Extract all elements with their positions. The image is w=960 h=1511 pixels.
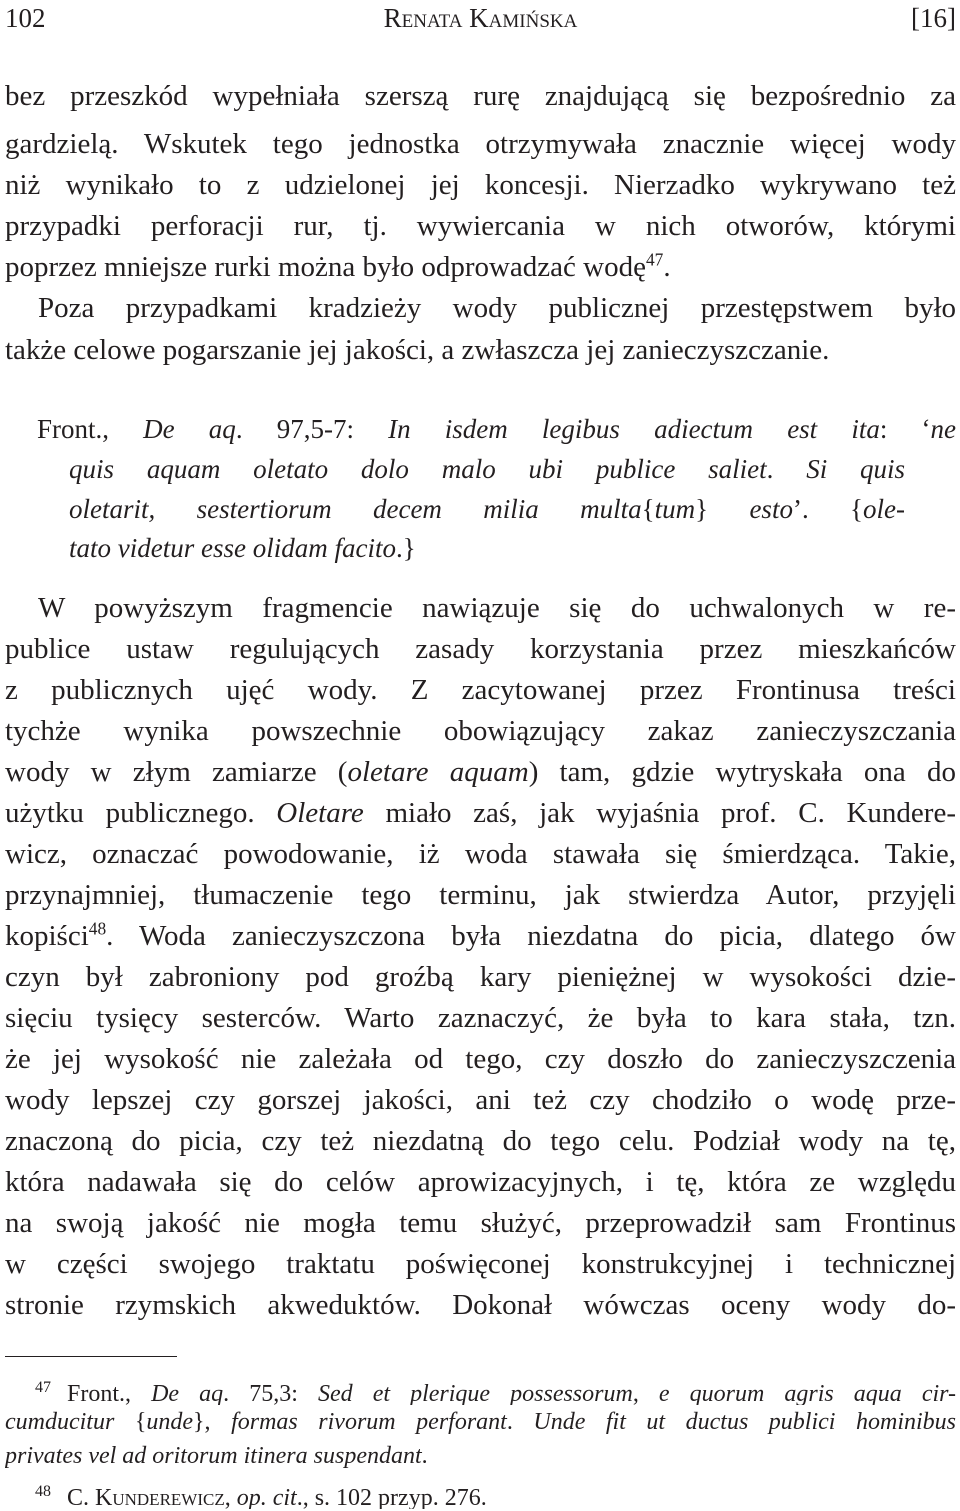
text-span: użytku publicznego. (5, 797, 277, 829)
body-line: stronie rzymskich akweduktów. Dokonał wówczas oceny wody do- (5, 1289, 956, 1321)
body-line: przypadki perforacji rur, tj. wywiercania w nich otworów, którymi (5, 210, 956, 242)
footnote-ref-48: 48 (88, 918, 107, 939)
footnote-47 (5, 1371, 956, 1405)
text-span: privates vel ad oritorum itinera suspendant (5, 1443, 422, 1469)
text-span: ., s. 102 przyp. 276. (296, 1485, 487, 1509)
body-line: niż wynikało to z udzielonej jej koncesji. Nierzadko wykrywano też (5, 169, 956, 201)
text-span: C. (67, 1485, 96, 1509)
text-span: . (766, 454, 807, 484)
text-span: , (224, 1485, 237, 1509)
text-span: cumducitur (5, 1409, 115, 1435)
body-line: sięciu tysięcy sesterców. Warto zaznaczyć, że była to kara stała, tzn. (5, 1002, 956, 1034)
text-span: .} (395, 533, 416, 563)
text-span: . (421, 1443, 428, 1469)
body-line: W powyższym fragmencie nawiązuje się do uchwalonych w re- (38, 592, 956, 624)
text-span: wody w złym zamiarze ( (5, 756, 348, 788)
section-number: [16] (911, 3, 956, 33)
text-span: tum (654, 494, 696, 524)
text-span: ) tam, gdzie wytryskała ona do (528, 756, 956, 788)
text-span: De aq (143, 414, 236, 444)
footnote-48 (5, 1475, 956, 1509)
text-span: oletarit, sestertiorum decem milia multa (69, 494, 642, 524)
author-surname: Kunderewicz (95, 1485, 225, 1509)
text-span: : ‘ (879, 414, 931, 444)
body-line: na swoją jakość nie mogła temu służyć, przeprowadził sam Frontinus (5, 1207, 956, 1239)
footnote-ref-47: 47 (645, 249, 664, 270)
body-line: znaczoną do picia, czy też niezdatną do tego celu. Podział wody na tę, (5, 1125, 956, 1157)
text-span: op. cit (236, 1485, 297, 1509)
text-span: quis aquam oletato dolo malo ubi publice saliet (69, 454, 767, 484)
body-line (5, 793, 956, 833)
text-span: , (125, 1381, 152, 1405)
text-span: e quorum agris aqua cir- (658, 1381, 956, 1405)
text-span: formas rivorum perforant (231, 1409, 507, 1435)
text-span: . (663, 251, 671, 283)
quote-line (69, 528, 905, 568)
text-span: ne (930, 414, 956, 444)
body-line: w części swojego traktatu poświęconej konstrukcyjnej i technicznej (5, 1248, 956, 1280)
text-span: Front. (67, 1381, 126, 1405)
text-span: unde (146, 1409, 194, 1435)
text-span: ole- (863, 494, 905, 524)
text-span: . Woda zanieczyszczona była niezdatna do picia, dlatego ów (106, 920, 956, 952)
body-line: przynajmniej, tłumaczenie tego terminu, jak stwierdza Autor, przyjęli (5, 879, 956, 911)
text-span: Oletare (276, 797, 364, 829)
body-line: publice ustaw regulujących zasady korzystania przez mieszkańców (5, 633, 956, 665)
text-span: kopiści (5, 920, 89, 952)
body-line (5, 916, 956, 956)
body-line: która nadawała się do celów aprowizacyjnych, i tę, która ze względu (5, 1166, 956, 1198)
text-span: { (114, 1409, 147, 1435)
text-span: Si quis (806, 454, 905, 484)
text-span: ’. { (792, 494, 864, 524)
text-span: Unde fit ut ductus publici hominibus (533, 1409, 956, 1435)
text-span: Sed et plerique possessorum (317, 1381, 633, 1405)
text-span: . 97,5-7: (235, 414, 389, 444)
body-line: także celowe pogarszanie jej jakości, a zwłaszcza jej zanieczyszczanie. (5, 334, 830, 366)
text-span: miało zaś, jak wyjaśnia prof. C. Kundere- (363, 797, 956, 829)
body-line: gardzielą. Wskutek tego jednostka otrzymywała znacznie więcej wody (5, 128, 956, 160)
body-line: z publicznych ujęć wody. Z zacytowanej przez Frontinusa treści (5, 674, 956, 706)
text-span: In isdem legibus adiectum est ita (388, 414, 880, 444)
text-span: tato videtur esse olidam facito (69, 533, 396, 563)
body-line: tychże wynika powszechnie obowiązujący zakaz zanieczyszczania (5, 715, 956, 747)
text-span: oletare aquam (347, 756, 529, 788)
body-line: wicz, oznaczać powodowanie, iż woda stawała się śmierdząca. Takie, (5, 838, 956, 870)
page-number: 102 (5, 3, 46, 33)
body-line (5, 247, 956, 287)
text-span: { (641, 494, 655, 524)
text-span: } (695, 494, 750, 524)
body-line (5, 752, 956, 792)
footnote-number: 48 (35, 1483, 51, 1500)
text-span: , (102, 414, 144, 444)
text-span: Front. (37, 414, 103, 444)
body-line: czyn był zabroniony pod groźbą kary pieniężnej w wysokości dzie- (5, 961, 956, 993)
text-span: , (632, 1381, 659, 1405)
text-span: esto (749, 494, 793, 524)
text-span: . 75,3: (223, 1381, 318, 1405)
text-span: De aq (151, 1381, 224, 1405)
quote-line (69, 489, 905, 529)
quote-line (37, 409, 956, 449)
body-line: wody lepszej czy gorszej jakości, ani też czy chodziło o wodę prze- (5, 1084, 956, 1116)
footnote-number: 47 (35, 1379, 51, 1396)
footnote-47-line (5, 1439, 956, 1473)
text-span: }, (193, 1409, 232, 1435)
quote-line (69, 449, 905, 489)
body-line: bez przeszkód wypełniała szerszą rurę znajdującą się bezpośrednio za (5, 80, 956, 112)
body-line: że jej wysokość nie zależała od tego, czy doszło do zanieczyszczenia (5, 1043, 956, 1075)
footnote-47-line (5, 1405, 956, 1439)
text-span: poprzez mniejsze rurki można było odprowadzać wodę (5, 251, 646, 283)
body-line: Poza przypadkami kradzieży wody publicznej przestępstwem było (38, 292, 956, 324)
running-head (5, 0, 956, 36)
footnote-rule (5, 1356, 177, 1357)
text-span: . (506, 1409, 534, 1435)
author-name: Renata Kamińska (383, 3, 578, 33)
